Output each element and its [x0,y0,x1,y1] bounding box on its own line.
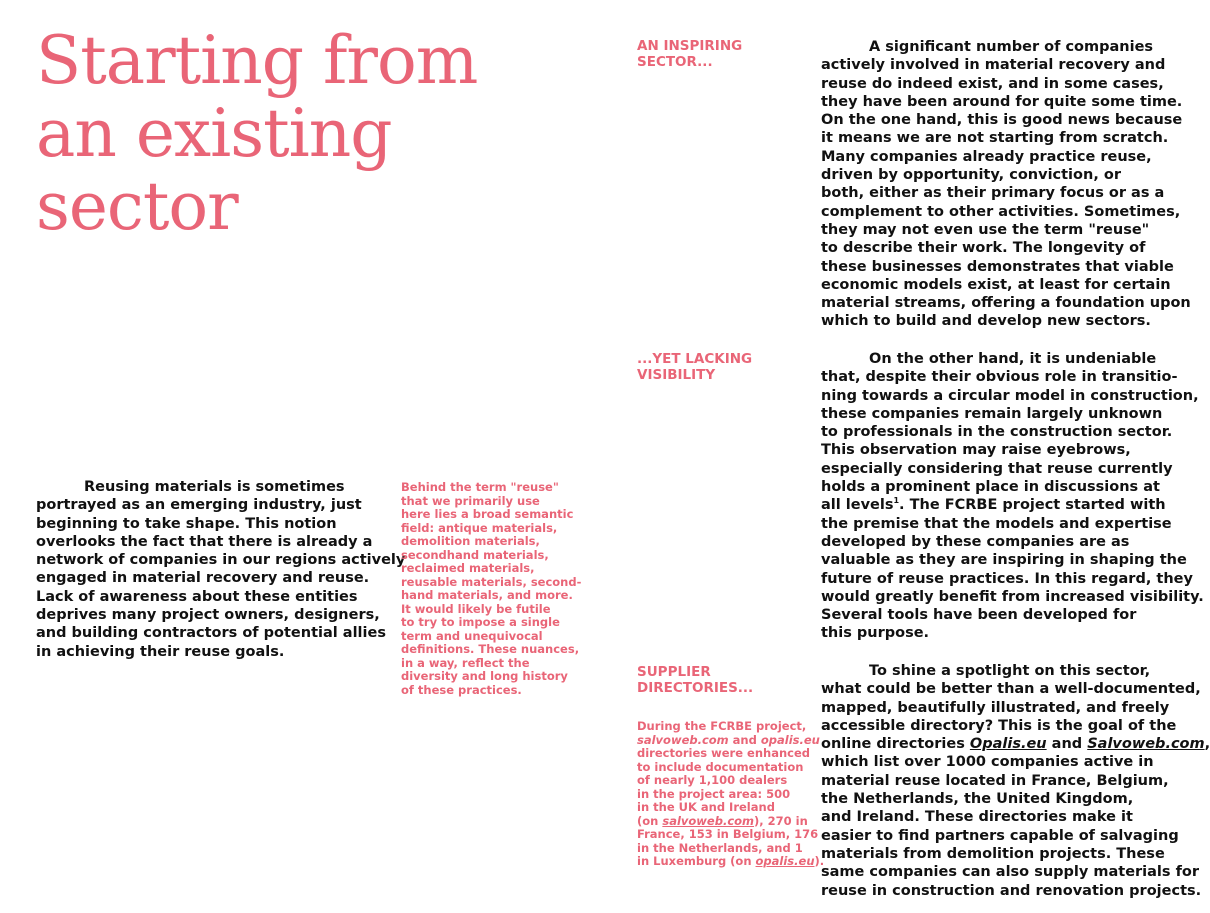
note-line: Behind the term "reuse" [401,480,559,494]
note-line: of these practices. [401,682,522,697]
text-segment: online directories [821,736,970,753]
note-line: that we primarily use [401,493,540,508]
text-segment: all levels [821,497,894,514]
text-line: it means we are not starting from scratch. [821,130,1169,147]
kicker-lacking-visibility [637,351,752,383]
text-line: Reusing materials is sometimes [84,479,345,495]
title-line: an existing [36,95,392,172]
note-line: France, 153 in Belgium, 176 [637,827,819,841]
note-line: directories were enhanced [637,746,810,760]
note-line: to include documentation [637,759,804,774]
note-line: in the UK and Ireland [637,800,775,814]
kicker-line: ...YET LACKING [637,351,753,367]
note-line: term and unequivocal [401,628,543,643]
text-line: these companies remain largely unknown [821,405,1163,422]
note-line [637,813,808,829]
text-line: network of companies in our regions actively [36,552,406,569]
note-line: in the project area: 500 [637,786,791,801]
text-segment: , [1204,736,1210,753]
note-line: definitions. These nuances, [401,642,580,656]
text-segment: . The FCRBE project started with [899,497,1166,514]
text-line [821,735,1210,753]
text-line: both, either as their primary focus or as a [821,185,1165,202]
text-segment: and [728,732,761,747]
text-line: material reuse located in France, Belgium, [821,772,1169,789]
text-line: Lack of awareness about these entities [36,588,358,605]
text-line: driven by opportunity, conviction, or [821,167,1121,184]
title-line: sector [36,168,238,245]
opalis-link[interactable]: opalis.eu [755,854,815,868]
text-line: that, despite their obvious role in transitio- [821,369,1178,386]
text-line: material streams, offering a foundation upon [821,295,1191,312]
text-line: which to build and develop new sectors. [821,313,1151,330]
text-line: the premise that the models and expertise [821,515,1172,532]
text-line: the Netherlands, the United Kingdom, [821,791,1134,808]
kicker-line: DIRECTORIES... [637,680,754,696]
text-line: On the one hand, this is good news because [821,112,1183,129]
text-line: what could be better than a well-documented, [821,681,1201,698]
note-line: demolition materials, [401,534,540,548]
page-title [36,24,596,243]
text-line: and building contractors of potential allies [36,625,386,642]
text-line: valuable as they are inspiring in shaping the [821,552,1187,569]
text-line: On the other hand, it is undeniable [869,351,1157,367]
note-line: During the FCRBE project, [637,719,807,733]
text-line: same companies can also supply materials for [821,864,1200,881]
text-line: overlooks the fact that there is already a [36,533,373,550]
paragraph-lacking-visibility [821,350,1204,643]
text-line: This observation may raise eyebrows, [821,442,1131,459]
note-line: reusable materials, second- [401,574,582,589]
paragraph-supplier-directories [821,662,1210,900]
text-line: To shine a spotlight on this sector, [869,663,1151,679]
text-line: reuse do indeed exist, and in some cases, [821,75,1164,92]
text-line: materials from demolition projects. These [821,845,1165,862]
note-line: field: antique materials, [401,520,558,535]
text-segment: in Luxemburg (on [637,854,756,868]
kicker-inspiring-sector [637,38,742,70]
text-line: which list over 1000 companies active in [821,754,1154,771]
note-line: reclaimed materials, [401,561,535,575]
salvoweb-link[interactable]: salvoweb.com [637,732,729,747]
text-segment: and [1046,736,1088,753]
text-line: portrayed as an emerging industry, just [36,497,362,514]
text-line: easier to find partners capable of salvaging [821,827,1179,844]
text-line: Many companies already practice reuse, [821,148,1152,165]
kicker-line: VISIBILITY [637,367,716,383]
text-line: in achieving their reuse goals. [36,643,285,660]
note-line: It would likely be futile [401,601,551,616]
text-segment: ). [814,854,825,868]
note-line: in the Netherlands, and 1 [637,840,803,855]
text-line: would greatly benefit from increased visibility. [821,588,1204,605]
text-line: they may not even use the term "reuse" [821,221,1150,238]
text-line: reuse in construction and renovation projects. [821,882,1202,899]
text-line: these businesses demonstrates that viable [821,258,1174,275]
text-line: ning towards a circular model in construction, [821,387,1199,404]
note-line [637,854,825,869]
text-line: deprives many project owners, designers, [36,607,380,624]
title-line: Starting from [36,22,478,99]
intro-paragraph [36,478,406,661]
text-line: and Ireland. These directories make it [821,809,1133,826]
note-line: diversity and long history [401,669,568,683]
text-line: engaged in material recovery and reuse. [36,570,370,587]
text-line: mapped, beautifully illustrated, and freely [821,699,1170,716]
text-line: economic models exist, at least for certain [821,276,1171,293]
salvoweb-link[interactable]: Salvoweb.com [1087,736,1205,753]
note-line: of nearly 1,100 dealers [637,773,788,787]
note-line: here lies a broad semantic [401,507,574,521]
text-line: beginning to take shape. This notion [36,515,337,532]
kicker-line: AN INSPIRING [637,38,743,54]
text-line: this purpose. [821,625,930,642]
opalis-link[interactable]: opalis.eu [760,732,820,747]
note-line: to try to impose a single [401,615,560,629]
sidenote-directories [637,719,825,869]
kicker-line: SUPPLIER [637,664,711,680]
text-line: future of reuse practices. In this regard, they [821,570,1193,587]
footnote-marker[interactable]: 1 [893,496,900,506]
text-line: they have been around for quite some time. [821,93,1183,110]
text-segment: ), 270 in [754,813,808,828]
text-line: holds a prominent place in discussions at [821,479,1160,496]
text-line: complement to other activities. Sometimes, [821,203,1181,220]
kicker-supplier-directories [637,664,753,696]
note-line: hand materials, and more. [401,588,573,602]
text-segment: (on [637,813,663,828]
kicker-line: SECTOR... [637,54,713,70]
text-line: Several tools have been developed for [821,607,1137,624]
paragraph-inspiring-sector [821,38,1191,331]
text-line: accessible directory? This is the goal of the [821,717,1177,734]
text-line: developed by these companies are as [821,533,1130,550]
sidenote-reuse-term [401,480,582,697]
note-line [637,732,820,748]
text-line: to professionals in the construction sector. [821,424,1173,441]
note-line: secondhand materials, [401,547,549,562]
note-line: in a way, reflect the [401,655,530,670]
text-line [821,496,1181,514]
text-line: to describe their work. The longevity of [821,240,1146,257]
text-line: actively involved in material recovery and [821,57,1166,74]
text-line: especially considering that reuse currently [821,460,1173,477]
text-line: A significant number of companies [869,39,1154,55]
opalis-link[interactable]: Opalis.eu [969,736,1047,753]
salvoweb-link[interactable]: salvoweb.com [662,813,755,828]
